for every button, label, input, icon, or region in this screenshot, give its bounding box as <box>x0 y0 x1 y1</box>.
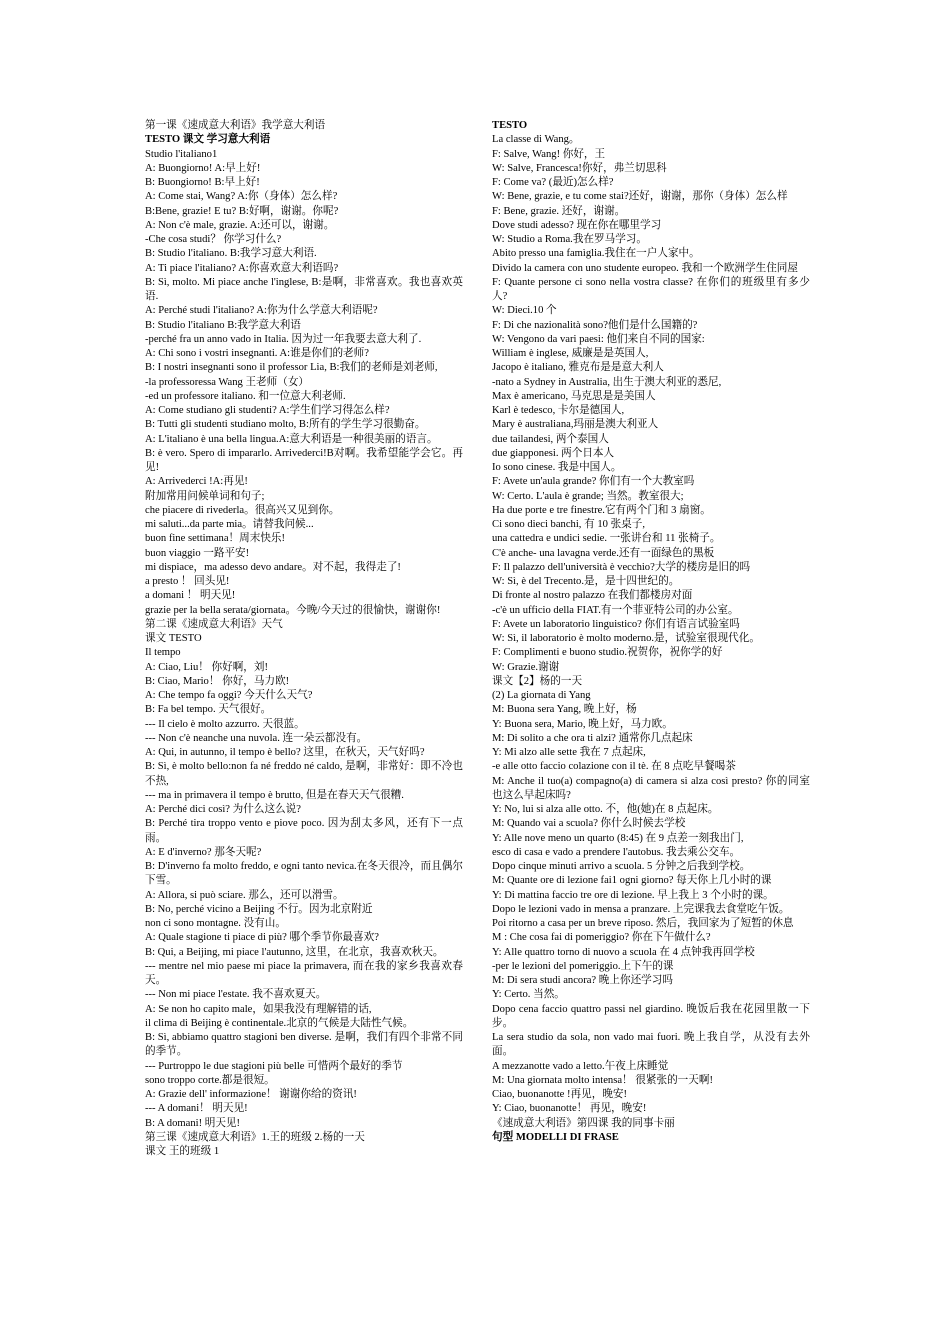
text-line: A: Grazie dell' informazione！ 谢谢你给的资讯! <box>145 1089 357 1100</box>
text-line: F: Complimenti e buono studio.祝贺你，祝你学的好 <box>492 647 723 659</box>
text-line: F: Come va? (最近)怎么样? <box>492 177 614 188</box>
text-line: A: Perché studi l'italiano? A:你为什么学意大利语呢? <box>145 305 378 317</box>
text-line: Ci sono dieci banchi, 有 10 张桌子, <box>492 519 646 530</box>
text-line: M: Buona sera Yang, 晚上好，杨 <box>492 704 637 716</box>
text-line: che piacere di rivederla。很高兴又见到你。 <box>145 504 340 516</box>
text-line: F: Quante persone ci sono nella vostra classe? 在你们的班级里有多少人? <box>492 276 810 302</box>
text-line: A: Arrivederci !A:再见! <box>145 476 248 488</box>
text-line: 第一课《速成意大利语》我学意大利语 <box>145 120 326 131</box>
text-line: B: Ciao, Mario！ 你好，马力欧! <box>145 675 290 687</box>
text-line: 第二课《速成意大利语》天气 <box>145 618 283 630</box>
text-line: Karl è tedesco, 卡尔是德国人, <box>492 405 625 416</box>
text-line: F: Avete un'aula grande? 你们有一个大教室吗 <box>492 476 695 488</box>
text-line: 课文【2】杨的一天 <box>492 675 583 687</box>
text-line: buon fine settimana！周末快乐! <box>145 533 286 545</box>
text-line: Dopo le lezioni vado in mensa a pranzare. 上完课我去食堂吃午饭。 <box>492 903 790 915</box>
text-line: B: No, perché vicino a Beijing 不行。因为北京附近 <box>145 903 373 915</box>
text-line: Io sono cinese. 我是中国人。 <box>492 462 622 473</box>
text-line: M: Quando vai a scuola? 你什么时候去学校 <box>492 818 686 830</box>
text-line: -e alle otto faccio colazione con il tè. 在 8 点吃早餐喝茶 <box>492 761 736 773</box>
text-line: mi saluti...da parte mia。请替我问候... <box>145 519 314 530</box>
text-line: W: Studio a Roma.我在罗马学习。 <box>492 234 647 245</box>
text-line: -per le lezioni del pomeriggio.上下午的课 <box>492 960 674 972</box>
text-line: a presto ！ 回头见! <box>145 576 230 587</box>
text-line: A: Ciao, Liu！ 你好啊，刘! <box>145 661 268 673</box>
text-line: -la professoressa Wang 王老师（女） <box>145 376 310 388</box>
text-line: (2) La giornata di Yang <box>492 690 591 701</box>
text-line: A: Qui, in autunno, il tempo è bello? 这里，在秋天，天气好吗? <box>145 747 425 758</box>
text-line: F: Bene, grazie. 还好，谢谢。 <box>492 205 626 217</box>
text-line: A: Allora, si può sciare. 那么，还可以滑雪。 <box>145 889 344 901</box>
text-line: F: Il palazzo dell'università è vecchio?大学的楼房是旧的吗 <box>492 561 751 573</box>
text-line: B: Perché tira troppo vento e piove poco. 因为刮太多风，还有下一点雨。 <box>145 818 463 844</box>
text-line: 附加常用问候单词和句子; <box>145 490 265 502</box>
text-line: Divido la camera con uno studente europeo. 我和一个欧洲学生住同屋 <box>492 262 798 274</box>
text-line: --- Purtroppo le due stagioni più belle 可惜两个最好的季节 <box>145 1060 403 1072</box>
text-line: 第三课《速成意大利语》1.王的班级 2.杨的一天 <box>145 1131 365 1143</box>
right-text-column <box>492 119 810 1145</box>
text-line: Jacopo è italiano, 雅克布是是意大利人 <box>492 362 664 374</box>
text-line: grazie per la bella serata/giornata。今晚/今天过的很愉快，谢谢你! <box>145 604 441 616</box>
text-line: il clima di Beijing è continentale.北京的气候是大陆性气候。 <box>145 1017 414 1029</box>
text-line: B: Tutti gli studenti studiano molto, B:所有的学生学习很勤奋。 <box>145 419 426 431</box>
text-line: Y: Mi alzo alle sette 我在 7 点起床, <box>492 747 646 758</box>
text-line: W: Vengono da vari paesi: 他们来自不同的国家: <box>492 333 705 345</box>
text-line: -ed un professore italiano. 和一位意大利老师. <box>145 390 346 402</box>
text-line: Dopo cena faccio quattro passi nel giardino. 晚饭后我在花园里散一下步。 <box>492 1003 810 1029</box>
text-line: W: Sì, è del Trecento.是，是十四世纪的。 <box>492 576 680 587</box>
text-line: A: Chi sono i vostri insegnanti. A:谁是你们的老师? <box>145 348 369 359</box>
text-line: mi dispiace，ma adesso devo andare。对不起，我得走了! <box>145 561 401 573</box>
text-line: non ci sono montagne. 没有山。 <box>145 918 286 929</box>
text-line: Studio l'italiano1 <box>145 148 218 160</box>
text-line: Ha due porte e tre finestre.它有两个门和 3 扇窗。 <box>492 504 711 516</box>
text-line: Max è americano, 马克思是是美国人 <box>492 390 656 402</box>
text-line: W: Sì, il laboratorio è molto moderno.是，试验室很现代化。 <box>492 633 760 644</box>
text-line: La sera studio da sola, non vado mai fuori. 晚上我自学，从没有去外面。 <box>492 1032 810 1058</box>
text-line: M: Di sera studi ancora? 晚上你还学习吗 <box>492 975 673 986</box>
text-line: 《速成意大利语》第四课 我的同事卡丽 <box>492 1117 675 1129</box>
text-line: B: Qui, a Beijing, mi piace l'autunno, 这里，在北京，我喜欢秋天。 <box>145 946 444 958</box>
text-line: W: Salve, Francesca!你好，弗兰切思科 <box>492 162 667 174</box>
text-line: Il tempo <box>145 647 181 659</box>
text-line: TESTO <box>492 120 528 131</box>
text-line: Y: No, lui si alza alle otto. 不，他(她)在 8 点起床。 <box>492 804 719 815</box>
text-line: --- Non mi piace l'estate. 我不喜欢夏天。 <box>145 989 327 1001</box>
text-line: F: Avete un laboratorio linguistico? 你们有语言试验室吗 <box>492 618 740 630</box>
text-line: Abito presso una famìglia.我住在一户人家中。 <box>492 248 700 260</box>
text-line: -nato a Sydney in Australia, 出生于澳大利亚的悉尼, <box>492 376 722 388</box>
text-line: La classe di Wang。 <box>492 134 580 146</box>
text-line: B: Sì, abbiamo quattro stagioni ben diverse. 是啊，我们有四个非常不同的季节。 <box>145 1032 463 1058</box>
text-line: A: Come stai, Wang? A:你（身体）怎么样? <box>145 191 338 203</box>
text-line: B: Sì, è molto bello:non fa né freddo né caldo, 是啊，非常好：即不冷也不热, <box>145 761 463 787</box>
text-line: M : Che cosa fai di pomeriggio? 你在下午做什么? <box>492 932 711 944</box>
text-line: sono troppo corte.都是很短。 <box>145 1074 275 1086</box>
text-line: Poi ritorno a casa per un breve riposo. 然后，我回家为了短暂的休息 <box>492 918 794 929</box>
text-line: A: Quale stagione ti piace di più? 哪个季节你最喜欢? <box>145 932 379 944</box>
text-line: esco di casa e vado a prendere l'autobus. 我去乘公交车。 <box>492 846 741 858</box>
text-line: --- mentre nel mio paese mi piace la primavera, 而在我的家乡我喜欢春天。 <box>145 960 463 986</box>
text-line: a domani ！ 明天见! <box>145 590 236 602</box>
text-line: A: L'italiano è una bella lingua.A:意大利语是一种很美丽的语言。 <box>145 433 438 445</box>
text-line: F: Salve, Wang! 你好，王 <box>492 148 606 160</box>
text-line: Y: Ciao, buonanotte！ 再见，晚安! <box>492 1103 647 1115</box>
text-line: F: Di che nazionalità sono?他们是什么国籍的? <box>492 319 698 331</box>
text-line: M: Una giornata molto intensa！ 很紧张的一天啊! <box>492 1074 713 1086</box>
text-line: B:Bene, grazie! E tu? B:好啊，谢谢。你呢? <box>145 205 339 217</box>
text-line: 句型 MODELLI DI FRASE <box>492 1131 619 1143</box>
text-line: W: Grazie.谢谢 <box>492 661 560 673</box>
text-line: M: Anche il tuo(a) compagno(a) di camera si alza così presto? 你的同室也这么早起床吗? <box>492 775 810 801</box>
text-line: -c'è un ufficio della FIAT.有一个菲亚特公司的办公室。 <box>492 604 739 616</box>
text-line: Y: Alle nove meno un quarto (8:45) 在 9 点差一刻我出门, <box>492 832 744 844</box>
text-line: C'è anche- una lavagna verde.还有一面绿色的黑板 <box>492 547 715 559</box>
text-line: William è inglese, 威廉是是英国人, <box>492 348 649 359</box>
text-line: --- Il cielo è molto azzurro. 天很蓝。 <box>145 718 305 730</box>
text-line: B: Buongiorno! B:早上好! <box>145 177 260 188</box>
text-line: W: Bene, grazie, e tu come stai?还好，谢谢，那你（身体）怎么样 <box>492 191 788 203</box>
text-line: -perché fra un anno vado in Italia. 因为过一年我要去意大利了. <box>145 333 422 345</box>
text-line: A: E d'inverno? 那冬天呢? <box>145 846 262 858</box>
text-line: TESTO 课文 学习意大利语 <box>145 134 271 146</box>
text-line: W: Dieci.10 个 <box>492 305 557 317</box>
text-line: Di fronte al nostro palazzo 在我们都楼房对面 <box>492 590 693 602</box>
text-line: --- ma in primavera il tempo è brutto, 但是在春天天气很糟. <box>145 789 404 801</box>
left-text-column <box>145 119 463 1159</box>
text-line: B: A domani! 明天见! <box>145 1117 241 1129</box>
text-line: W: Certo. L'aula è grande; 当然。教室很大; <box>492 490 684 502</box>
text-line: 课文 TESTO <box>145 633 202 644</box>
text-line: una cattedra e undici sedie. 一张讲台和 11 张椅子。 <box>492 533 721 545</box>
text-line: B: Fa bel tempo. 天气很好。 <box>145 704 272 716</box>
text-line: M: Quante ore di lezione fai1 ogni giorno? 每天你上几小时的课 <box>492 875 772 887</box>
text-line: B: Sì, molto. Mi piace anche l'inglese, B:是啊，非常喜欢。我也喜欢英语. <box>145 276 463 302</box>
text-line: A: Ti piace l'italiano? A:你喜欢意大利语吗? <box>145 262 339 274</box>
text-line: A: Se non ho capito male，如果我没有理解错的话, <box>145 1003 372 1015</box>
text-line: A: Perché dici così? 为什么这么说? <box>145 804 301 815</box>
text-line: -Che cosa studi？ 你学习什么? <box>145 234 282 245</box>
text-line: A: Non c'è male, grazie. A:还可以，谢谢。 <box>145 219 335 231</box>
text-line: A mezzanotte vado a letto.午夜上床睡觉 <box>492 1060 669 1072</box>
text-line: B: è vero. Spero di impararlo. Arrivederci!B对啊。我希望能学会它。再见! <box>145 447 463 473</box>
text-line: M: Di solito a che ora ti alzi? 通常你几点起床 <box>492 732 693 744</box>
text-line: 课文 王的班级 1 <box>145 1146 220 1157</box>
text-line: due giapponesi. 两个日本人 <box>492 447 615 459</box>
text-line: B: Studio l'italiano. B:我学习意大利语. <box>145 248 317 260</box>
text-line: due tailandesi, 两个泰国人 <box>492 433 609 445</box>
text-line: Ciao, buonanotte !再见，晚安! <box>492 1089 628 1100</box>
text-line: Y: Alle quattro torno di nuovo a scuola 在 4 点钟我再回学校 <box>492 946 755 958</box>
text-line: Y: Certo. 当然。 <box>492 989 565 1001</box>
text-line: Dopo cinque minuti arrivo a scuola. 5 分钟之后我到学校。 <box>492 861 751 872</box>
text-line: A: Buongiorno! A:早上好! <box>145 162 261 174</box>
text-line: Dove studi adesso? 现在你在哪里学习 <box>492 219 662 231</box>
text-line: A: Come studiano gli studenti? A:学生们学习得怎么样? <box>145 405 390 416</box>
text-line: Mary è australiana,玛丽是澳大利亚人 <box>492 419 659 431</box>
text-line: A: Che tempo fa oggi? 今天什么天气? <box>145 690 313 701</box>
text-line: B: Studio l'italiano B:我学意大利语 <box>145 319 301 331</box>
text-line: Y: Di mattina faccio tre ore di lezione. 早上我上 3 个小时的课。 <box>492 889 774 901</box>
text-line: B: D'inverno fa molto freddo, e ogni tanto nevica.在冬天很冷，而且偶尔下雪。 <box>145 861 463 887</box>
text-line: --- A domani！ 明天见! <box>145 1103 248 1115</box>
text-line: Y: Buona sera, Mario, 晚上好，马力欧。 <box>492 718 673 730</box>
text-line: B: I nostri insegnanti sono il professor Lia, B:我们的老师是刘老师, <box>145 362 438 374</box>
text-line: buon viaggio 一路平安! <box>145 547 250 559</box>
text-line: --- Non c'è neanche una nuvola. 连一朵云都没有。 <box>145 732 368 744</box>
